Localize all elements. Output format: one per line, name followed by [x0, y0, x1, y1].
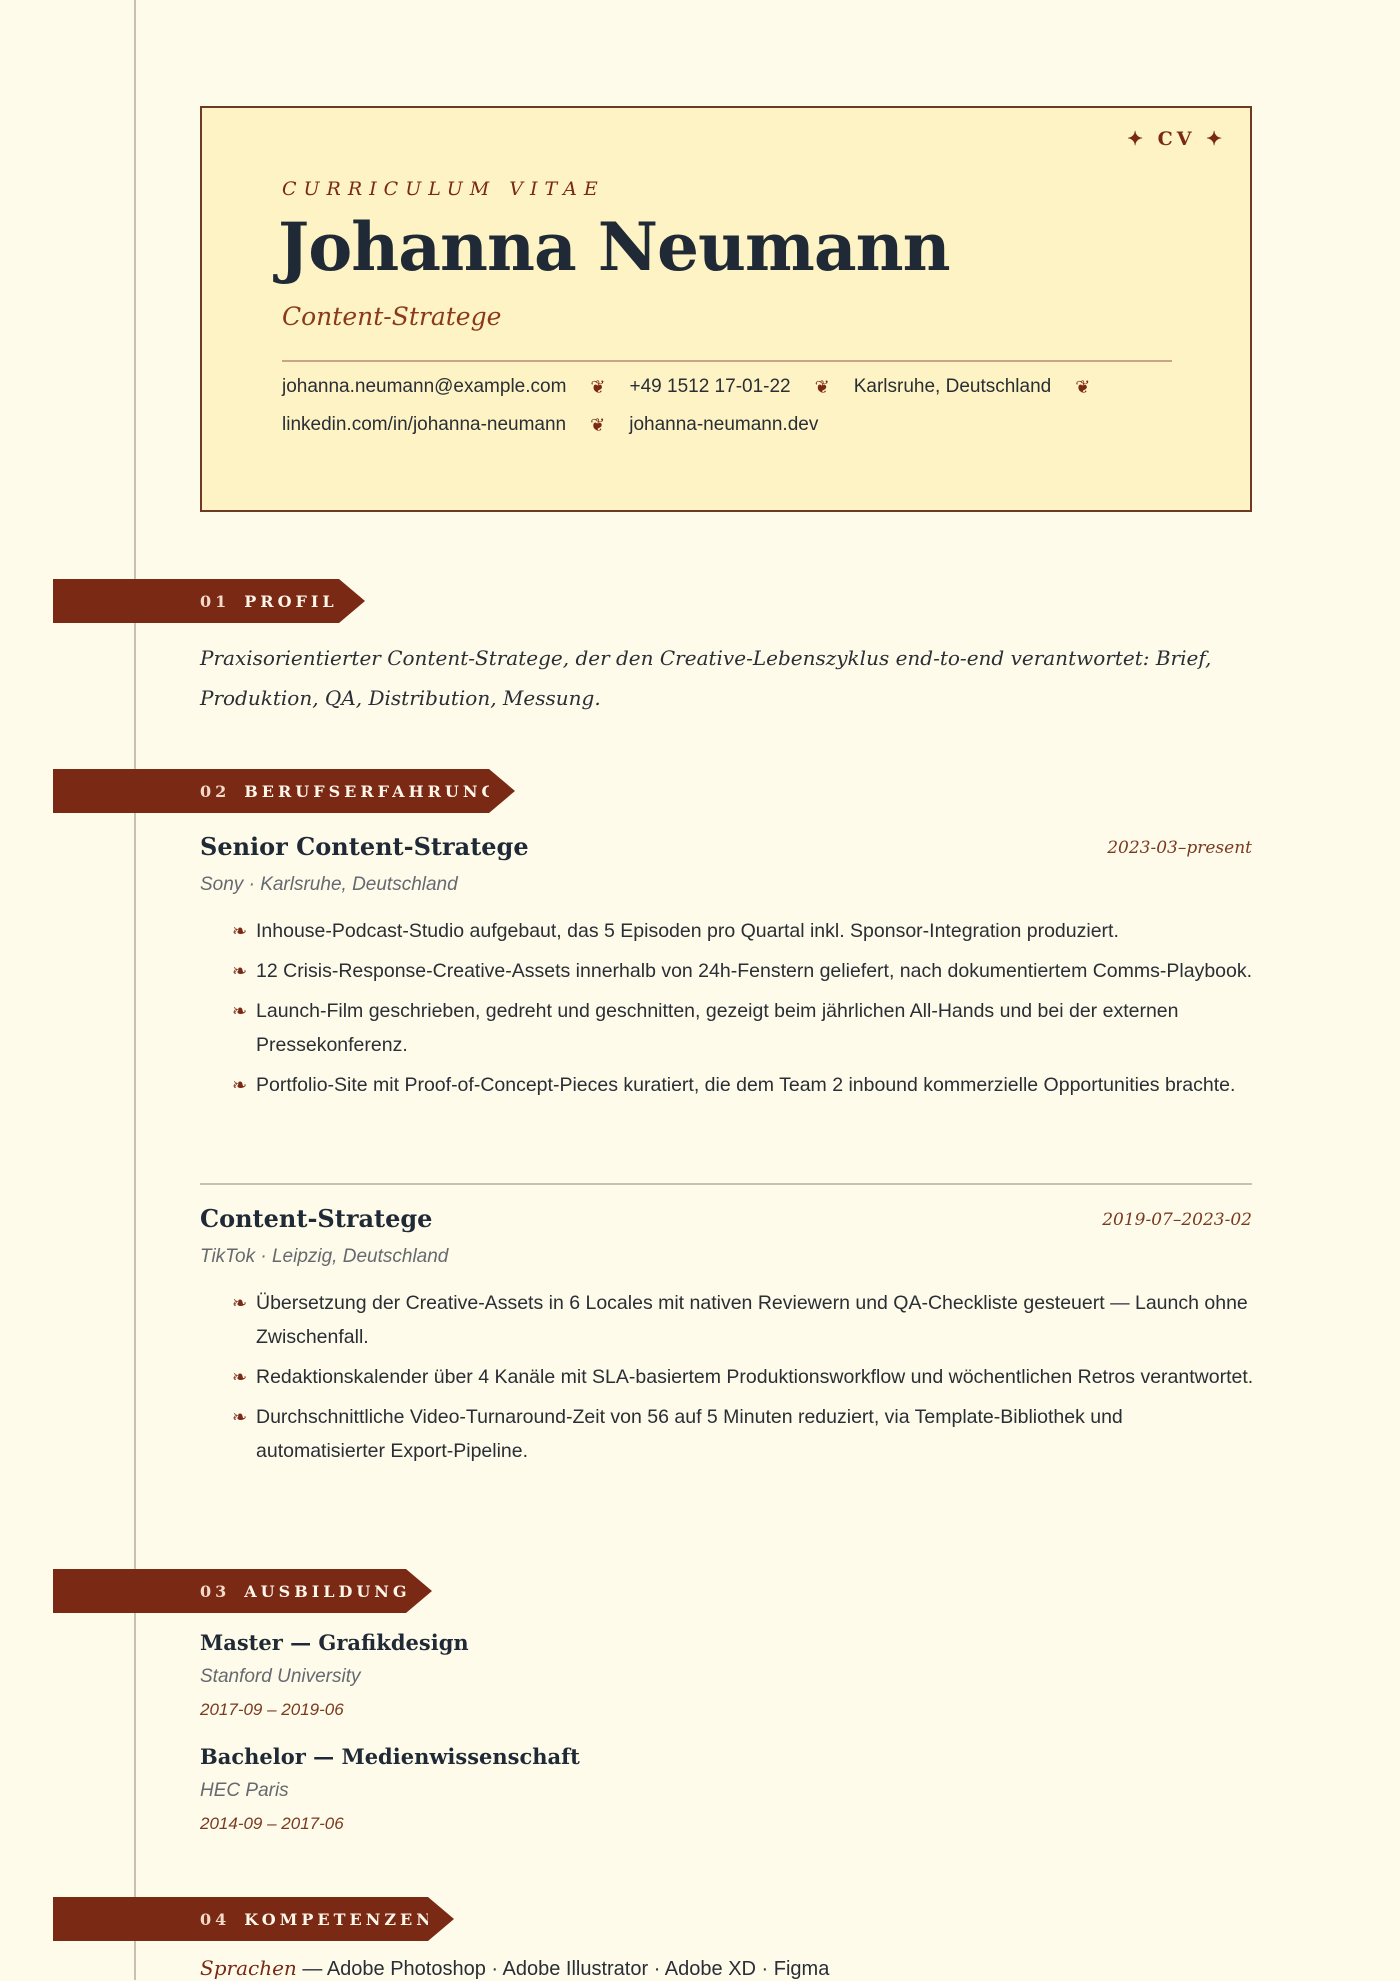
skills-items: Adobe Photoshop · Adobe Illustrator · Adobe XD · Figma — [326, 1958, 830, 1980]
banner-arrow-icon — [406, 1569, 432, 1613]
fleuron-separator-icon: ❦ — [814, 376, 830, 397]
section-banner-experience — [53, 769, 515, 813]
person-name: Johanna Neumann — [278, 208, 950, 286]
skills-dash: — — [296, 1958, 327, 1980]
job-title: Senior Content-Stratege — [200, 832, 529, 861]
header-divider — [282, 360, 1172, 362]
section-banner-education — [53, 1569, 432, 1613]
section-title: PROFIL — [244, 591, 338, 611]
list-item: ❧ Redaktionskalender über 4 Kanäle mit SLA-basiertem Produktionsworkflow und wöchentlichen Retros verantwortet. — [256, 1360, 1256, 1394]
contact-location: Karlsruhe, Deutschland — [853, 376, 1052, 397]
banner-arrow-icon — [339, 579, 365, 623]
cv-badge: ✦ CV ✦ — [1127, 128, 1226, 150]
fleuron-bullet-icon: ❧ — [232, 1407, 248, 1427]
education-dates: 2017-09 – 2019-06 — [200, 1700, 344, 1719]
section-title: KOMPETENZEN — [244, 1909, 435, 1929]
list-item: ❧ Portfolio-Site mit Proof-of-Concept-Pieces kuratiert, die dem Team 2 inbound kommerzielle Opportunities brachte. — [256, 1068, 1256, 1102]
job-divider — [200, 1183, 1252, 1185]
banner-arrow-icon — [489, 769, 515, 813]
section-banner-skills — [53, 1897, 454, 1941]
fleuron-bullet-icon: ❧ — [232, 921, 248, 941]
contact-linkedin[interactable]: linkedin.com/in/johanna-neumann — [282, 414, 567, 435]
job-title: Content-Stratege — [200, 1204, 433, 1233]
job-dates: 2023-03–present — [1107, 838, 1252, 858]
profile-summary: Praxisorientierter Content-Stratege, der den Creative-Lebenszyklus end-to-end verantwortet: Brief, Produktion, QA, Distribution, Messung. — [200, 646, 1212, 710]
job-company: Sony · Karlsruhe, Deutschland — [200, 874, 458, 895]
job-dates: 2019-07–2023-02 — [1102, 1210, 1252, 1230]
person-role: Content-Stratege — [282, 302, 502, 331]
contact-website[interactable]: johanna-neumann.dev — [629, 414, 819, 435]
contact-phone[interactable]: +49 1512 17-01-22 — [629, 376, 791, 397]
contact-email[interactable]: johanna.neumann@example.com — [282, 376, 567, 397]
job-bullets — [232, 914, 1256, 1108]
education-school: HEC Paris — [200, 1780, 289, 1801]
list-item: ❧ Launch-Film geschrieben, gedreht und geschnitten, gezeigt beim jährlichen All-Hands und bei der externen Pressekonferenz. — [256, 994, 1256, 1062]
list-item: ❧ Durchschnittliche Video-Turnaround-Zeit von 56 auf 5 Minuten reduziert, via Template-Bibliothek und automatisierter Export-Pipeline. — [256, 1400, 1256, 1468]
fleuron-bullet-icon: ❧ — [232, 1075, 248, 1095]
section-number: 01 — [200, 591, 231, 611]
fleuron-separator-icon: ❦ — [1075, 376, 1091, 397]
fleuron-bullet-icon: ❧ — [232, 1293, 248, 1313]
section-number: 02 — [200, 781, 231, 801]
fleuron-separator-icon: ❦ — [590, 414, 606, 435]
job-bullets — [232, 1286, 1256, 1474]
header-card — [200, 106, 1252, 512]
margin-rule — [134, 0, 136, 1980]
fleuron-bullet-icon: ❧ — [232, 1367, 248, 1387]
education-degree: Master — Grafikdesign — [200, 1630, 469, 1655]
education-degree: Bachelor — Medienwissenschaft — [200, 1744, 580, 1769]
banner-arrow-icon — [428, 1897, 454, 1941]
list-item: ❧ Übersetzung der Creative-Assets in 6 Locales mit nativen Reviewern und QA-Checkliste gesteuert — Launch ohne Zwischenfall. — [256, 1286, 1256, 1354]
education-dates: 2014-09 – 2017-06 — [200, 1814, 344, 1833]
section-title: BERUFSERFAHRUNG — [244, 781, 500, 801]
skills-category: Sprachen — [200, 1956, 297, 1980]
education-school: Stanford University — [200, 1666, 361, 1687]
fleuron-bullet-icon: ❧ — [232, 961, 248, 981]
contact-row-2 — [282, 414, 818, 436]
section-number: 03 — [200, 1581, 231, 1601]
section-banner-profile — [53, 579, 365, 623]
list-item: ❧ Inhouse-Podcast-Studio aufgebaut, das 5 Episoden pro Quartal inkl. Sponsor-Integration produziert. — [256, 914, 1256, 948]
list-item: ❧ 12 Crisis-Response-Creative-Assets innerhalb von 24h-Fenstern geliefert, nach dokumentiertem Comms-Playbook. — [256, 954, 1256, 988]
skills-line — [200, 1956, 829, 1981]
job-company: TikTok · Leipzig, Deutschland — [200, 1246, 449, 1267]
contact-row-1 — [282, 376, 1114, 398]
section-number: 04 — [200, 1909, 231, 1929]
fleuron-bullet-icon: ❧ — [232, 1001, 248, 1021]
cv-eyebrow: CURRICULUM VITAE — [282, 178, 605, 200]
section-title: AUSBILDUNG — [244, 1581, 411, 1601]
fleuron-separator-icon: ❦ — [590, 376, 606, 397]
